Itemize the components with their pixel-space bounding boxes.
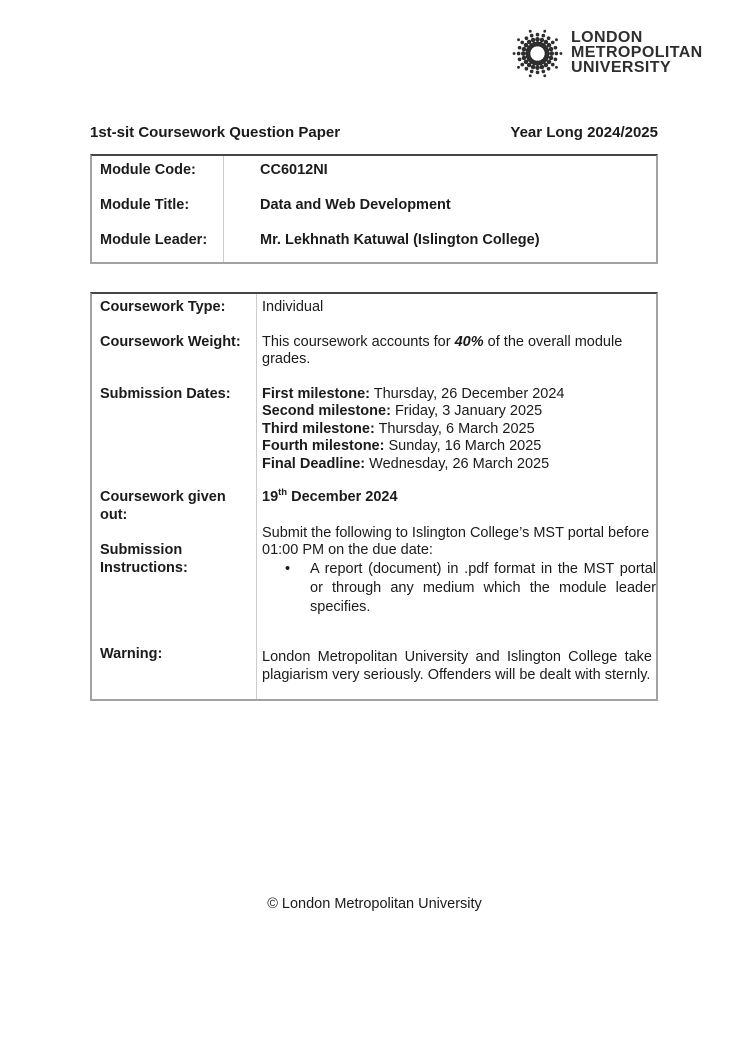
milestone-label: First milestone: bbox=[262, 385, 370, 402]
weight-text-before: This coursework accounts for bbox=[262, 333, 455, 350]
given-out-ordinal: th bbox=[278, 487, 288, 499]
header-row bbox=[90, 124, 658, 142]
given-out-label: Coursework given out: bbox=[100, 489, 226, 523]
coursework-info-table bbox=[90, 292, 658, 701]
coursework-type-label: Coursework Type: bbox=[100, 299, 226, 315]
bullet-icon: • bbox=[285, 560, 291, 577]
module-title-label: Module Title: bbox=[100, 196, 190, 213]
warning-text: London Metropolitan University and Islington College take plagiarism very seriously. Offenders will be dealt with sternly. bbox=[262, 649, 652, 683]
milestone-line bbox=[262, 386, 652, 404]
module-info-table bbox=[90, 154, 658, 265]
table-row bbox=[92, 232, 656, 250]
given-instructions-value bbox=[256, 489, 656, 617]
given-out-date bbox=[262, 489, 652, 507]
milestone-line bbox=[262, 403, 652, 421]
logo-wordmark-line1: LONDON bbox=[571, 29, 643, 47]
module-code-value: CC6012NI bbox=[260, 161, 328, 178]
table-row bbox=[92, 386, 656, 474]
table-row bbox=[92, 334, 656, 369]
milestone-label: Third milestone: bbox=[262, 420, 375, 437]
instructions-bullet-item bbox=[262, 560, 656, 618]
milestone-line bbox=[262, 456, 652, 474]
table-row bbox=[92, 299, 656, 317]
logo-wordmark-line2: METROPOLITAN bbox=[571, 44, 703, 62]
module-leader-value: Mr. Lekhnath Katuwal (Islington College) bbox=[260, 231, 540, 248]
milestone-label: Second milestone: bbox=[262, 403, 391, 419]
module-code-label: Module Code: bbox=[100, 161, 196, 178]
copyright-footer: © London Metropolitan University bbox=[267, 896, 482, 912]
milestone-label: Final Deadline: bbox=[262, 455, 366, 472]
milestone-line bbox=[262, 421, 652, 439]
given-instructions-labels bbox=[92, 489, 256, 617]
given-out-day: 19 bbox=[262, 489, 279, 505]
table-row bbox=[92, 646, 656, 684]
table-row bbox=[92, 197, 656, 215]
weight-text-after: of the overall module grades. bbox=[262, 333, 623, 367]
academic-term: Year Long 2024/2025 bbox=[510, 124, 658, 141]
milestone-date: Thursday, 26 December 2024 bbox=[369, 385, 565, 402]
coursework-weight-value bbox=[256, 334, 656, 369]
instructions-bullet-text: A report (document) in .pdf format in the MST portal or through any medium which the module leader specifies. bbox=[310, 560, 656, 616]
warning-label: Warning: bbox=[100, 646, 163, 663]
weight-percentage: 40% bbox=[454, 333, 484, 350]
milestone-date: Friday, 3 January 2025 bbox=[390, 403, 543, 419]
coursework-type-value: Individual bbox=[262, 299, 324, 315]
table-row bbox=[92, 489, 656, 617]
milestone-date: Thursday, 6 March 2025 bbox=[374, 420, 535, 437]
module-leader-label: Module Leader: bbox=[100, 231, 208, 248]
column-divider bbox=[256, 294, 257, 699]
milestone-date: Sunday, 16 March 2025 bbox=[384, 438, 542, 454]
document-content bbox=[90, 0, 658, 701]
milestone-line bbox=[262, 438, 652, 456]
table-row bbox=[92, 162, 656, 180]
paper-title: 1st-sit Coursework Question Paper bbox=[90, 124, 341, 141]
submission-dates-value bbox=[256, 386, 656, 474]
milestone-label: Fourth milestone: bbox=[262, 438, 385, 454]
coursework-weight-label: Coursework Weight: bbox=[100, 333, 241, 350]
logo-wordmark-line3: UNIVERSITY bbox=[571, 58, 672, 76]
module-title-value: Data and Web Development bbox=[260, 196, 451, 213]
submission-instructions-label: Submission Instructions: bbox=[100, 542, 188, 576]
milestone-date: Wednesday, 26 March 2025 bbox=[365, 455, 550, 472]
given-out-rest: December 2024 bbox=[287, 489, 398, 505]
column-divider bbox=[223, 156, 224, 263]
submission-dates-label: Submission Dates: bbox=[100, 385, 231, 402]
instructions-intro: Submit the following to Islington College’s MST portal before 01:00 PM on the due date: bbox=[262, 524, 650, 558]
